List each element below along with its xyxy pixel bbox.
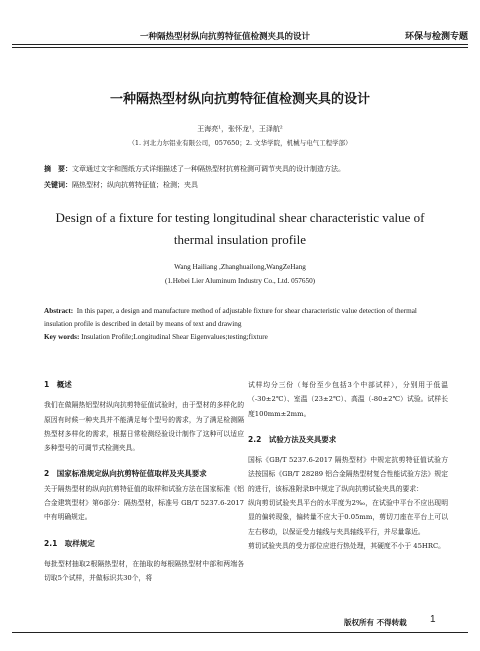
- running-header-section: 环保与检测专题: [404, 32, 468, 42]
- keywords-en-label: Key words:: [44, 333, 80, 341]
- section-1-heading: 1 概述: [44, 380, 72, 389]
- keywords-en-text: Insulation Profile;Longitudinal Shear Eigenvalues;testing;fixture: [81, 333, 268, 341]
- body-column-right: [248, 378, 448, 553]
- abstract-cn: [44, 164, 444, 175]
- paper-title-en: Design of a fixture for testing longitudinal shear characteristic value of thermal insulation profile: [55, 210, 425, 247]
- affiliation-cn: （1. 河北力尔铝业有限公司，057650；2. 文华学院，机械与电气工程学部）: [128, 139, 352, 147]
- abstract-cn-text: 文章通过文字和图纸方式详细描述了一种隔热型材抗剪检测可调节夹具的设计制造方法。: [72, 165, 345, 173]
- authors-cn: 王海亮¹，张怀龙¹，王泽航²: [197, 125, 283, 133]
- paper-title-cn: 一种隔热型材纵向抗剪特征值检测夹具的设计: [109, 92, 370, 107]
- running-header-title: 一种隔热型材纵向抗剪特征值检测夹具的设计: [140, 32, 311, 42]
- keywords-cn-text: 隔热型材；纵向抗剪特征值；检测；夹具: [72, 181, 198, 189]
- body-column-left: [44, 378, 244, 586]
- section-1-text: 我们在做隔热铝型材纵向抗剪特征值试验时，由于型材的多样化的原因有时候一种夹具并不能满足每个型号的需求，为了满足检测隔热型材多样化的需求，根据日常检测经验设计制作了这种可以适应多种型号的可调节式检测夹具。: [44, 401, 244, 453]
- right-para-1: 试样均分三份（每份至少包括3个中部试样），分别用于低温（-30±2℃）、室温（23±2℃）、高温（-80±2℃）试验。试样长度100mm±2mm。: [248, 381, 448, 418]
- section-2-text: 关于隔热型材的纵向抗剪特征值的取样和试验方法在国家标准《铝合金建筑型材》第6部分：隔热型材，标准号 GB/T 5237.6-2017 中有明确规定。: [44, 484, 244, 522]
- header-rule-thin: [12, 47, 468, 48]
- footer-rule: [12, 632, 468, 633]
- section-2-2-heading: 2.2 试验方法及夹具要求: [248, 434, 337, 444]
- page-number: 1: [430, 614, 436, 625]
- abstract-en-text: In this paper, a design and manufacture method of adjustable fixture for shear characteristic value detection of thermal insulation profile is described in detail by means of text and drawing: [44, 307, 417, 328]
- header-rule: [12, 44, 468, 45]
- keywords-en: [44, 333, 444, 341]
- abstract-en-label: Abstract:: [44, 307, 74, 315]
- abstract-cn-label: 摘 要：: [44, 165, 72, 173]
- section-2-1-text: 每批型材抽取2根隔热型材，在抽取的每根隔热型材中部和两端各切取5个试样，并做标识共30个，将: [44, 559, 244, 583]
- affiliation-en: (1.Hebei Lier Aluminum Industry Co., Ltd. 057650): [164, 277, 316, 285]
- keywords-cn-label: 关键词：: [44, 181, 72, 189]
- footer-copyright: 版权所有 不得转载: [344, 618, 407, 627]
- right-para-3: 纵向剪切试验夹具平台的水平度为2‰，在试验中平台不应出现明显的偏转现象，偏转量不应大于0.05mm，剪切刀座在平台上可以左右移动，以保证受力轴线与夹具轴线平行，并尽量靠近。: [248, 499, 448, 536]
- section-2-1-heading: 2.1 取样规定: [44, 538, 95, 548]
- abstract-en: [44, 305, 444, 331]
- right-para-4: 剪切试验夹具的受力部位应进行热处理，其硬度不小于 45HRC。: [248, 541, 445, 550]
- keywords-cn: [44, 180, 444, 190]
- section-2-heading: 2 国家标准规定纵向抗剪特征值取样及夹具要求: [44, 469, 207, 479]
- authors-en: Wang Hailiang ,Zhanghuailong,WangZeHang: [174, 263, 306, 271]
- right-para-2: 国标《GB/T 5237.6-2017 隔热型材》中规定抗剪特征值试验方法按国标《GB/T 28289 铝合金隔热型材复合性能试验方法》规定的进行，该标准附录B中规定了纵向抗剪试验夹具的要求：: [248, 456, 448, 493]
